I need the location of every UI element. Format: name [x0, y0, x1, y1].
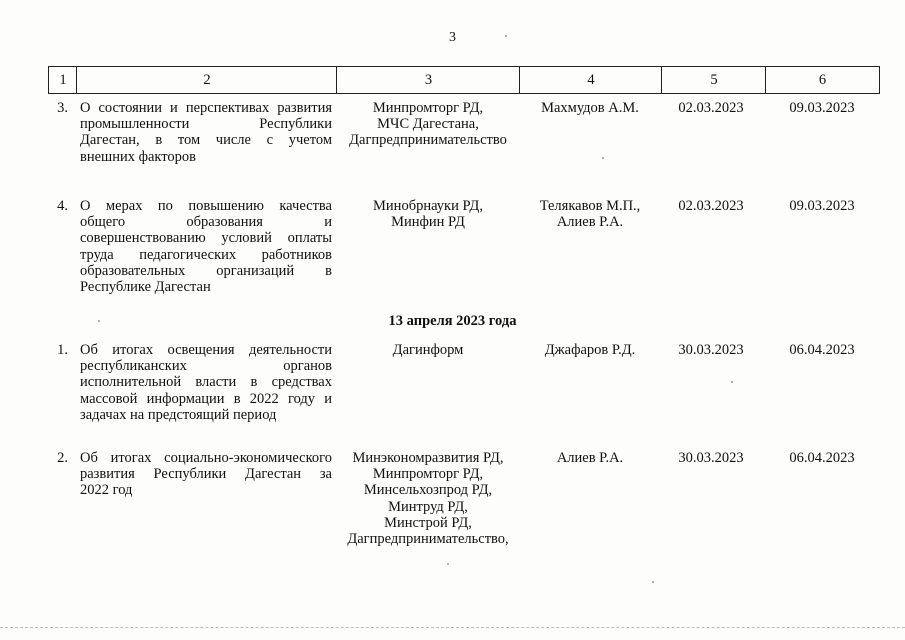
page-number: 3: [449, 30, 456, 45]
topic-line: 2022 год: [80, 482, 133, 499]
row-person: [520, 198, 660, 230]
row-number: 2.: [57, 450, 68, 466]
row-responsible: [340, 100, 516, 149]
row-date-submit: 09.03.2023: [789, 198, 855, 214]
row-date-prepare: 02.03.2023: [678, 100, 744, 116]
scan-speck: [602, 157, 604, 159]
scan-speck: [652, 581, 654, 583]
table-header: [48, 66, 880, 94]
scan-bottom-edge: [0, 627, 905, 628]
scan-speck: [505, 35, 507, 37]
row-date-submit: 09.03.2023: [789, 100, 855, 116]
row-person: [520, 450, 660, 466]
topic-line: Республике Дагестан: [80, 279, 211, 296]
row-date-submit: 06.04.2023: [789, 342, 855, 358]
topic-line: О состоянии и перспективах развития: [80, 100, 332, 116]
header-col-3: 3: [336, 67, 520, 93]
row-number: 4.: [57, 198, 68, 214]
scan-speck: [447, 563, 449, 565]
row-date-prepare: 30.03.2023: [678, 450, 744, 466]
topic-line: общего образования и: [80, 214, 332, 231]
row-date-submit: 06.04.2023: [789, 450, 855, 466]
row-person: [520, 342, 660, 358]
scan-speck: [731, 381, 733, 383]
row-topic: [80, 342, 332, 423]
topic-line: Дагестан, в том числе с учетом: [80, 132, 332, 149]
row-number: 3.: [57, 100, 68, 116]
row-number: 1.: [57, 342, 68, 358]
row-responsible: [340, 450, 516, 547]
row-topic: [80, 450, 332, 499]
responsible-line: Минэкономразвития РД,: [352, 450, 504, 466]
responsible-line: Дагпредпринимательство: [349, 132, 507, 149]
person-line: Телякавов М.П.,: [539, 198, 641, 214]
row-date-prepare: 02.03.2023: [678, 198, 744, 214]
topic-line: массовой информации в 2022 году и: [80, 390, 332, 407]
row-responsible: [340, 198, 516, 230]
header-col-2: 2: [76, 67, 337, 93]
topic-line: совершенствованию условий оплаты: [80, 230, 332, 247]
responsible-line: МЧС Дагестана,: [377, 116, 479, 133]
topic-line: образовательных организаций в: [80, 262, 332, 279]
person-line: Махмудов А.М.: [541, 100, 639, 116]
responsible-line: Минтруд РД,: [388, 498, 468, 515]
responsible-line: Минобрнауки РД,: [373, 198, 483, 214]
responsible-line: Дагпредпринимательство,: [347, 531, 509, 548]
topic-line: республиканских органов: [80, 358, 332, 375]
row-person: [520, 100, 660, 116]
topic-line: О мерах по повышению качества: [80, 198, 332, 214]
responsible-line: Дагинформ: [392, 342, 464, 358]
person-line: Джафаров Р.Д.: [544, 342, 636, 358]
header-col-5: 5: [661, 67, 766, 93]
topic-line: труда педагогических работников: [80, 246, 332, 263]
responsible-line: Минпромторг РД,: [372, 100, 484, 116]
person-line: Алиев Р.А.: [556, 214, 624, 231]
header-col-4: 4: [519, 67, 662, 93]
row-date-prepare: 30.03.2023: [678, 342, 744, 358]
topic-line: Об итогах освещения деятельности: [80, 342, 332, 358]
topic-line: промышленности Республики: [80, 116, 332, 133]
topic-line: исполнительной власти в средствах: [80, 374, 332, 391]
scan-speck: [98, 320, 100, 322]
row-topic: [80, 198, 332, 295]
header-col-1: 1: [48, 67, 77, 93]
responsible-line: Минстрой РД,: [384, 514, 472, 531]
topic-line: внешних факторов: [80, 148, 197, 165]
topic-line: Об итогах социально-экономического: [80, 450, 332, 466]
row-topic: [80, 100, 332, 165]
person-line: Алиев Р.А.: [556, 450, 624, 466]
responsible-line: Минфин РД: [391, 214, 465, 231]
responsible-line: Минпромторг РД,: [372, 466, 484, 483]
responsible-line: Минсельхозпрод РД,: [363, 482, 493, 499]
row-responsible: [340, 342, 516, 358]
section-date-heading: 13 апреля 2023 года: [388, 313, 517, 329]
topic-line: развития Республики Дагестан за: [80, 466, 332, 483]
header-col-6: 6: [765, 67, 880, 93]
topic-line: задачах на предстоящий период: [80, 406, 277, 423]
